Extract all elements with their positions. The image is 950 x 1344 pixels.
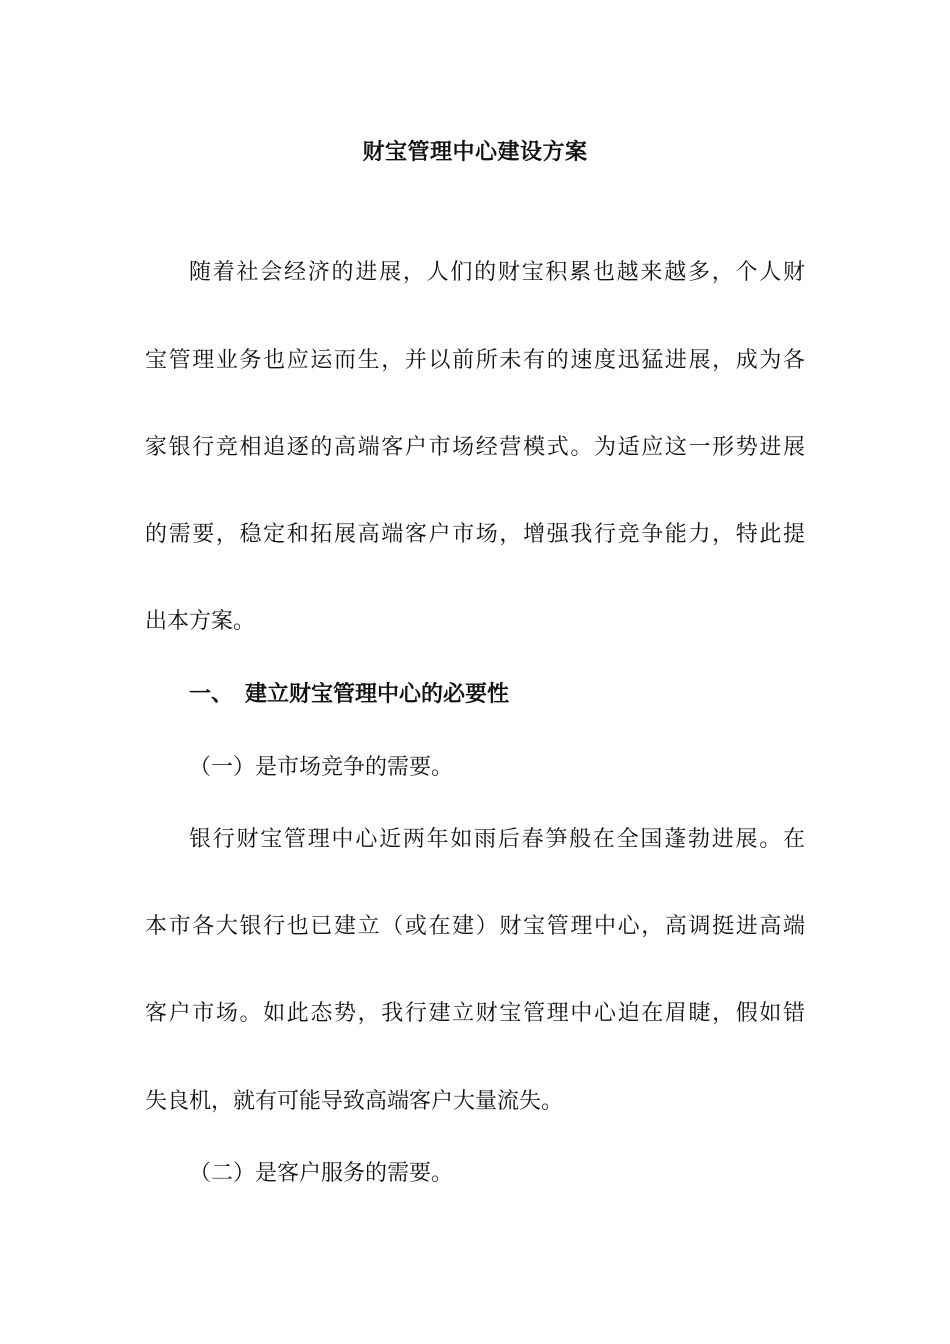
- section-number: 一、: [189, 682, 234, 707]
- intro-line-1: 随着社会经济的进展，人们的财宝积累也越来越多，个人财: [189, 260, 805, 285]
- section-heading-text: 建立财宝管理中心的必要性: [245, 682, 510, 707]
- sub1-line-2: 本市各大银行也已建立（或在建）财宝管理中心，高调挺进高端: [145, 914, 805, 939]
- intro-line-2: 宝管理业务也应运而生，并以前所未有的速度迅猛进展，成为各: [145, 348, 805, 373]
- sub1-line-3: 客户市场。如此态势，我行建立财宝管理中心迫在眉睫，假如错: [145, 1001, 805, 1026]
- document-title: 财宝管理中心建设方案: [362, 140, 588, 165]
- sub1-line-4: 失良机，就有可能导致高端客户大量流失。: [145, 1089, 564, 1114]
- section-heading-1: [189, 680, 509, 710]
- intro-line-4: 的需要，稳定和拓展高端客户市场，增强我行竞争能力，特此提: [145, 522, 805, 547]
- subsection-label-1: （一）是市场竞争的需要。: [189, 755, 454, 780]
- intro-line-3: 家银行竞相追逐的高端客户市场经营模式。为适应这一形势进展: [145, 435, 805, 460]
- sub1-line-1: 银行财宝管理中心近两年如雨后春笋般在全国蓬勃进展。在: [189, 827, 805, 852]
- intro-line-5: 出本方案。: [145, 609, 256, 634]
- subsection-label-2: （二）是客户服务的需要。: [189, 1161, 454, 1186]
